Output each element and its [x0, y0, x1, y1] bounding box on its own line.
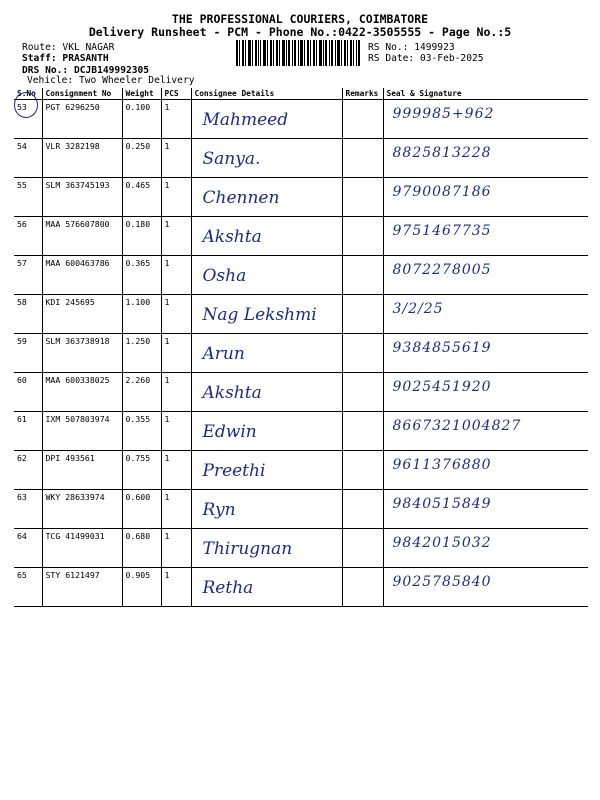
- consignee-cell: [191, 334, 342, 373]
- handwritten-consignee: Edwin: [202, 422, 257, 442]
- consignment-cell: VLR 3282198: [42, 139, 122, 178]
- signature-cell: [383, 100, 588, 139]
- remarks-cell: [342, 451, 383, 490]
- signature-cell: [383, 412, 588, 451]
- signature-cell: [383, 256, 588, 295]
- pcs-cell: 1: [161, 334, 191, 373]
- vehicle-label: Vehicle: Two Wheeler Delivery: [27, 75, 195, 86]
- consignee-cell: [191, 529, 342, 568]
- consignee-cell: [191, 178, 342, 217]
- signature-cell: [383, 490, 588, 529]
- weight-cell: 0.250: [122, 139, 161, 178]
- col-header-consignee: Consignee Details: [191, 88, 342, 100]
- handwritten-signature: 8072278005: [392, 262, 492, 278]
- handwritten-signature: 999985+962: [392, 106, 495, 122]
- sno-cell: 54: [14, 139, 42, 178]
- weight-cell: 1.250: [122, 334, 161, 373]
- consignment-cell: TCG 41499031: [42, 529, 122, 568]
- handwritten-signature: 8667321004827: [392, 418, 522, 434]
- table-row: [14, 256, 588, 295]
- handwritten-consignee: Ryn: [202, 500, 236, 520]
- weight-cell: 0.755: [122, 451, 161, 490]
- handwritten-signature: 8825813228: [392, 145, 492, 161]
- consignee-cell: [191, 100, 342, 139]
- table-row: [14, 451, 588, 490]
- sno-cell: 57: [14, 256, 42, 295]
- weight-cell: 0.365: [122, 256, 161, 295]
- signature-cell: [383, 568, 588, 607]
- table-row: [14, 100, 588, 139]
- consignment-cell: SLM 363738918: [42, 334, 122, 373]
- handwritten-consignee: Nag Lekshmi: [202, 305, 317, 325]
- signature-cell: [383, 334, 588, 373]
- signature-cell: [383, 295, 588, 334]
- runsheet-table: [14, 88, 588, 607]
- sno-cell: 58: [14, 295, 42, 334]
- handwritten-signature: 9842015032: [392, 535, 492, 551]
- pcs-cell: 1: [161, 295, 191, 334]
- consignment-cell: MAA 600463786: [42, 256, 122, 295]
- remarks-cell: [342, 256, 383, 295]
- consignment-cell: PGT 6296250: [42, 100, 122, 139]
- signature-cell: [383, 373, 588, 412]
- signature-cell: [383, 451, 588, 490]
- col-header-signature: Seal & Signature: [383, 88, 588, 100]
- pcs-cell: 1: [161, 373, 191, 412]
- handwritten-consignee: Sanya.: [202, 149, 261, 169]
- table-row: [14, 529, 588, 568]
- route-label: Route: VKL NAGAR: [22, 42, 115, 53]
- handwritten-signature: 9025451920: [392, 379, 492, 395]
- sno-cell: 55: [14, 178, 42, 217]
- handwritten-consignee: Preethi: [202, 461, 266, 481]
- consignee-cell: [191, 217, 342, 256]
- remarks-cell: [342, 373, 383, 412]
- pcs-cell: 1: [161, 412, 191, 451]
- consignment-cell: SLM 363745193: [42, 178, 122, 217]
- pcs-cell: 1: [161, 256, 191, 295]
- remarks-cell: [342, 139, 383, 178]
- sno-cell: 62: [14, 451, 42, 490]
- consignee-cell: [191, 490, 342, 529]
- remarks-cell: [342, 334, 383, 373]
- staff-label: Staff: PRASANTH: [22, 53, 109, 64]
- handwritten-signature: 9384855619: [392, 340, 492, 356]
- sno-cell: 65: [14, 568, 42, 607]
- table-row: [14, 295, 588, 334]
- consignee-cell: [191, 256, 342, 295]
- col-header-sno: S.No: [14, 88, 42, 100]
- runsheet-subtitle: Delivery Runsheet - PCM - Phone No.:0422-3505555 - Page No.:5: [88, 25, 512, 39]
- handwritten-circle-mark: [14, 92, 38, 118]
- table-row: [14, 139, 588, 178]
- signature-cell: [383, 217, 588, 256]
- weight-cell: 0.905: [122, 568, 161, 607]
- signature-cell: [383, 178, 588, 217]
- sno-cell: 61: [14, 412, 42, 451]
- handwritten-signature: 9790087186: [392, 184, 492, 200]
- remarks-cell: [342, 178, 383, 217]
- handwritten-consignee: Chennen: [202, 188, 280, 208]
- consignment-cell: MAA 600338025: [42, 373, 122, 412]
- weight-cell: 0.600: [122, 490, 161, 529]
- consignee-cell: [191, 412, 342, 451]
- table-row: [14, 412, 588, 451]
- handwritten-consignee: Akshta: [202, 383, 262, 403]
- consignment-cell: STY 6121497: [42, 568, 122, 607]
- rs-date: RS Date: 03-Feb-2025: [368, 53, 484, 64]
- remarks-cell: [342, 568, 383, 607]
- sno-cell: 53: [14, 100, 42, 139]
- table-row: [14, 178, 588, 217]
- table-row: [14, 373, 588, 412]
- barcode-image: [236, 40, 360, 66]
- remarks-cell: [342, 412, 383, 451]
- weight-cell: 0.180: [122, 217, 161, 256]
- consignee-cell: [191, 451, 342, 490]
- company-title: THE PROFESSIONAL COURIERS, COIMBATORE: [171, 12, 429, 26]
- handwritten-consignee: Retha: [202, 578, 254, 598]
- remarks-cell: [342, 490, 383, 529]
- weight-cell: 1.100: [122, 295, 161, 334]
- pcs-cell: 1: [161, 529, 191, 568]
- consignment-cell: MAA 576607800: [42, 217, 122, 256]
- handwritten-consignee: Thirugnan: [202, 539, 293, 559]
- col-header-pcs: PCS: [161, 88, 191, 100]
- consignee-cell: [191, 139, 342, 178]
- table-row: [14, 334, 588, 373]
- pcs-cell: 1: [161, 451, 191, 490]
- weight-cell: 2.260: [122, 373, 161, 412]
- consignment-cell: KDI 245695: [42, 295, 122, 334]
- weight-cell: 0.355: [122, 412, 161, 451]
- remarks-cell: [342, 295, 383, 334]
- col-header-weight: Weight: [122, 88, 161, 100]
- remarks-cell: [342, 529, 383, 568]
- table-header-row: [14, 88, 588, 100]
- remarks-cell: [342, 100, 383, 139]
- signature-cell: [383, 529, 588, 568]
- consignment-cell: WKY 28633974: [42, 490, 122, 529]
- col-header-remarks: Remarks: [342, 88, 383, 100]
- weight-cell: 0.100: [122, 100, 161, 139]
- handwritten-consignee: Osha: [202, 266, 247, 286]
- handwritten-signature: 9025785840: [392, 574, 492, 590]
- consignee-cell: [191, 373, 342, 412]
- remarks-cell: [342, 217, 383, 256]
- rs-number: RS No.: 1499923: [368, 42, 455, 53]
- consignment-cell: IXM 507803974: [42, 412, 122, 451]
- handwritten-consignee: Arun: [202, 344, 245, 364]
- pcs-cell: 1: [161, 490, 191, 529]
- handwritten-signature: 3/2/25: [392, 301, 444, 317]
- sno-cell: 60: [14, 373, 42, 412]
- signature-cell: [383, 139, 588, 178]
- pcs-cell: 1: [161, 178, 191, 217]
- table-row: [14, 568, 588, 607]
- sno-cell: 56: [14, 217, 42, 256]
- weight-cell: 0.465: [122, 178, 161, 217]
- pcs-cell: 1: [161, 568, 191, 607]
- handwritten-consignee: Akshta: [202, 227, 262, 247]
- weight-cell: 0.680: [122, 529, 161, 568]
- col-header-consignment: Consignment No: [42, 88, 122, 100]
- table-row: [14, 217, 588, 256]
- consignment-cell: DPI 493561: [42, 451, 122, 490]
- sno-cell: 63: [14, 490, 42, 529]
- sno-cell: 59: [14, 334, 42, 373]
- handwritten-consignee: Mahmeed: [202, 110, 289, 130]
- handwritten-signature: 9751467735: [392, 223, 492, 239]
- sno-cell: 64: [14, 529, 42, 568]
- handwritten-signature: 9840515849: [392, 496, 492, 512]
- pcs-cell: 1: [161, 139, 191, 178]
- consignee-cell: [191, 295, 342, 334]
- consignee-cell: [191, 568, 342, 607]
- table-row: [14, 490, 588, 529]
- handwritten-signature: 9611376880: [392, 457, 492, 473]
- drs-number: DRS No.: DCJB149992305: [22, 65, 150, 76]
- pcs-cell: 1: [161, 100, 191, 139]
- pcs-cell: 1: [161, 217, 191, 256]
